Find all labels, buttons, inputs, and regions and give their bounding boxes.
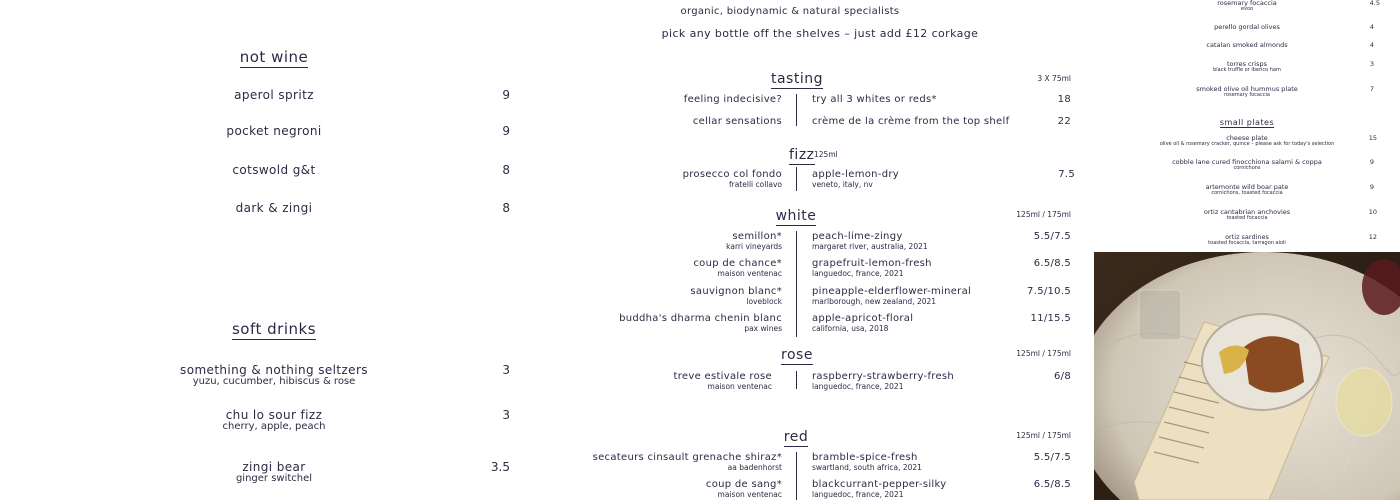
wine-notes: raspberry-strawberry-fresh: [812, 371, 955, 382]
drink-name: pocket negroni: [226, 124, 322, 138]
food-description: cornichons: [1233, 165, 1261, 171]
wine-producer: karri vineyards: [726, 242, 782, 251]
drink-name: chu lo sour fizz: [225, 408, 323, 422]
small-plates-title: small plates: [1219, 118, 1275, 127]
drink-description: ginger switchel: [235, 473, 313, 484]
wine-notes: bramble-spice-fresh: [812, 452, 918, 463]
restaurant-photo: [1094, 252, 1400, 500]
wine-price: 7.5: [1058, 169, 1075, 180]
food-name: ortiz cantabrian anchovies: [1203, 208, 1291, 216]
food-description: olive oil & rosemary cracker, quince – please ask for today's selection: [1159, 141, 1335, 147]
intro-corkage: pick any bottle off the shelves – just add £12 corkage: [661, 27, 979, 40]
column-divider: [796, 167, 797, 191]
water-glass: [1139, 290, 1181, 340]
serving-size: 3 X 75ml: [1037, 74, 1071, 83]
wine-region: california, usa, 2018: [812, 324, 889, 333]
wine-name: treve estivale rose: [673, 371, 772, 382]
food-name: smoked olive oil hummus plate: [1196, 85, 1298, 93]
wine-region: languedoc, france, 2021: [812, 490, 904, 499]
wine-price: 18: [1057, 94, 1071, 105]
drink-price: 9: [502, 88, 510, 102]
drink-price: 3.5: [490, 460, 510, 474]
wine-producer: pax wines: [744, 324, 782, 333]
column-divider: [796, 371, 797, 389]
food-name: rosemary focaccia: [1217, 0, 1277, 7]
food-description: toasted focaccia: [1226, 215, 1268, 221]
drink-price: 8: [502, 201, 510, 215]
wine-producer: maison ventenac: [707, 382, 772, 391]
wine-price: 6.5/8.5: [1033, 479, 1071, 490]
photo-illustration: [1094, 252, 1400, 500]
drink-name: dark & zingi: [235, 201, 313, 215]
wine-notes: try all 3 whites or reds*: [812, 94, 937, 105]
food-description: cornichons, toasted focaccia: [1211, 190, 1283, 196]
food-description: evoo: [1240, 6, 1254, 12]
column-divider: [796, 452, 797, 500]
serving-size: 125ml / 175ml: [1016, 431, 1071, 440]
food-price: 7: [1369, 85, 1374, 93]
wine-name: cellar sensations: [692, 116, 782, 127]
drink-price: 3: [502, 363, 510, 377]
drink-price: 8: [502, 163, 510, 177]
food-price: 9: [1369, 158, 1374, 166]
wine-producer: maison ventenac: [717, 490, 782, 499]
wine-price: 22: [1057, 116, 1071, 127]
food-name: perello gordal olives: [1214, 23, 1280, 31]
wine-notes: apple-lemon-dry: [812, 169, 899, 180]
wine-name: prosecco col fondo: [682, 169, 782, 180]
focaccia: [1244, 336, 1304, 392]
wine-name: secateurs cinsault grenache shiraz*: [592, 452, 782, 463]
wine-producer: loveblock: [746, 297, 782, 306]
soft-drinks-title: soft drinks: [231, 320, 317, 338]
food-name: cheese plate: [1226, 134, 1268, 142]
wine-notes: crème de la crème from the top shelf: [812, 116, 1010, 127]
food-description: black truffle or iberico ham: [1213, 67, 1281, 73]
wine-price: 6/8: [1054, 371, 1071, 382]
wine-region: marlborough, new zealand, 2021: [812, 297, 937, 306]
wine-region: swartland, south africa, 2021: [812, 463, 922, 472]
drink-name: cotswold g&t: [232, 163, 316, 177]
wine-price: 11/15.5: [1030, 313, 1071, 324]
wine-notes: peach-lime-zingy: [812, 231, 903, 242]
drink-price: 3: [502, 408, 510, 422]
wine-name: sauvignon blanc*: [690, 286, 782, 297]
wine-notes: blackcurrant-pepper-silky: [812, 479, 947, 490]
wine-notes: grapefruit-lemon-fresh: [812, 258, 932, 269]
drink-price: 9: [502, 124, 510, 138]
food-name: ortiz sardines: [1225, 233, 1269, 241]
wine-region: languedoc, france, 2021: [812, 269, 904, 278]
drink-description: yuzu, cucumber, hibiscus & rose: [192, 376, 356, 387]
rose-title: rose: [781, 347, 813, 363]
wine-region: veneto, italy, nv: [812, 180, 873, 189]
wine-producer: aa badenhorst: [727, 463, 782, 472]
food-price: 9: [1369, 183, 1374, 191]
wine-price: 5.5/7.5: [1033, 231, 1071, 242]
drink-name: something & nothing seltzers: [180, 363, 368, 377]
food-name: torres crisps: [1226, 60, 1267, 68]
wine-price: 7.5/10.5: [1027, 286, 1071, 297]
food-name: artemonte wild boar pate: [1205, 183, 1289, 191]
fizz-title: fizz: [789, 147, 815, 163]
wine-price: 5.5/7.5: [1033, 452, 1071, 463]
wine-name: semillon*: [732, 231, 782, 242]
wine-region: languedoc, france, 2021: [812, 382, 904, 391]
column-divider: [796, 94, 797, 126]
drink-name: aperol spritz: [234, 88, 314, 102]
wine-name: feeling indecisive?: [683, 94, 782, 105]
column-divider: [796, 231, 797, 337]
food-price: 12: [1368, 233, 1377, 241]
food-description: rosemary focaccia: [1224, 92, 1270, 98]
wine-name: coup de sang*: [705, 479, 782, 490]
food-price: 4: [1369, 41, 1374, 49]
food-description: toasted focaccia, tarragon aioli: [1208, 240, 1286, 246]
food-name: catalan smoked almonds: [1206, 41, 1288, 49]
wine-region: margaret river, australia, 2021: [812, 242, 928, 251]
food-price: 10: [1368, 208, 1377, 216]
white-wine-glass: [1336, 368, 1392, 436]
white-title: white: [775, 208, 817, 224]
serving-size: 125ml / 175ml: [1016, 349, 1071, 358]
intro-line: organic, biodynamic & natural specialists: [680, 6, 900, 17]
food-price: 15: [1368, 134, 1377, 142]
food-name: cobble lane cured finocchiona salami & coppa: [1172, 158, 1322, 166]
wine-notes: apple-apricot-floral: [812, 313, 914, 324]
food-price: 4.5: [1369, 0, 1380, 7]
serving-size: 125ml / 175ml: [1016, 210, 1071, 219]
drink-description: cherry, apple, peach: [222, 421, 326, 432]
tasting-title: tasting: [770, 71, 823, 87]
serving-size: 125ml: [814, 150, 838, 159]
food-price: 3: [1369, 60, 1374, 68]
wine-price: 6.5/8.5: [1033, 258, 1071, 269]
not-wine-title: not wine: [239, 48, 309, 66]
wine-producer: fratelli collavo: [728, 180, 782, 189]
drink-name: zingi bear: [242, 460, 306, 474]
wine-producer: maison ventenac: [717, 269, 782, 278]
red-title: red: [783, 429, 809, 445]
food-price: 4: [1369, 23, 1374, 31]
wine-name: buddha's dharma chenin blanc: [619, 313, 782, 324]
wine-name: coup de chance*: [693, 258, 782, 269]
wine-notes: pineapple-elderflower-mineral: [812, 286, 972, 297]
